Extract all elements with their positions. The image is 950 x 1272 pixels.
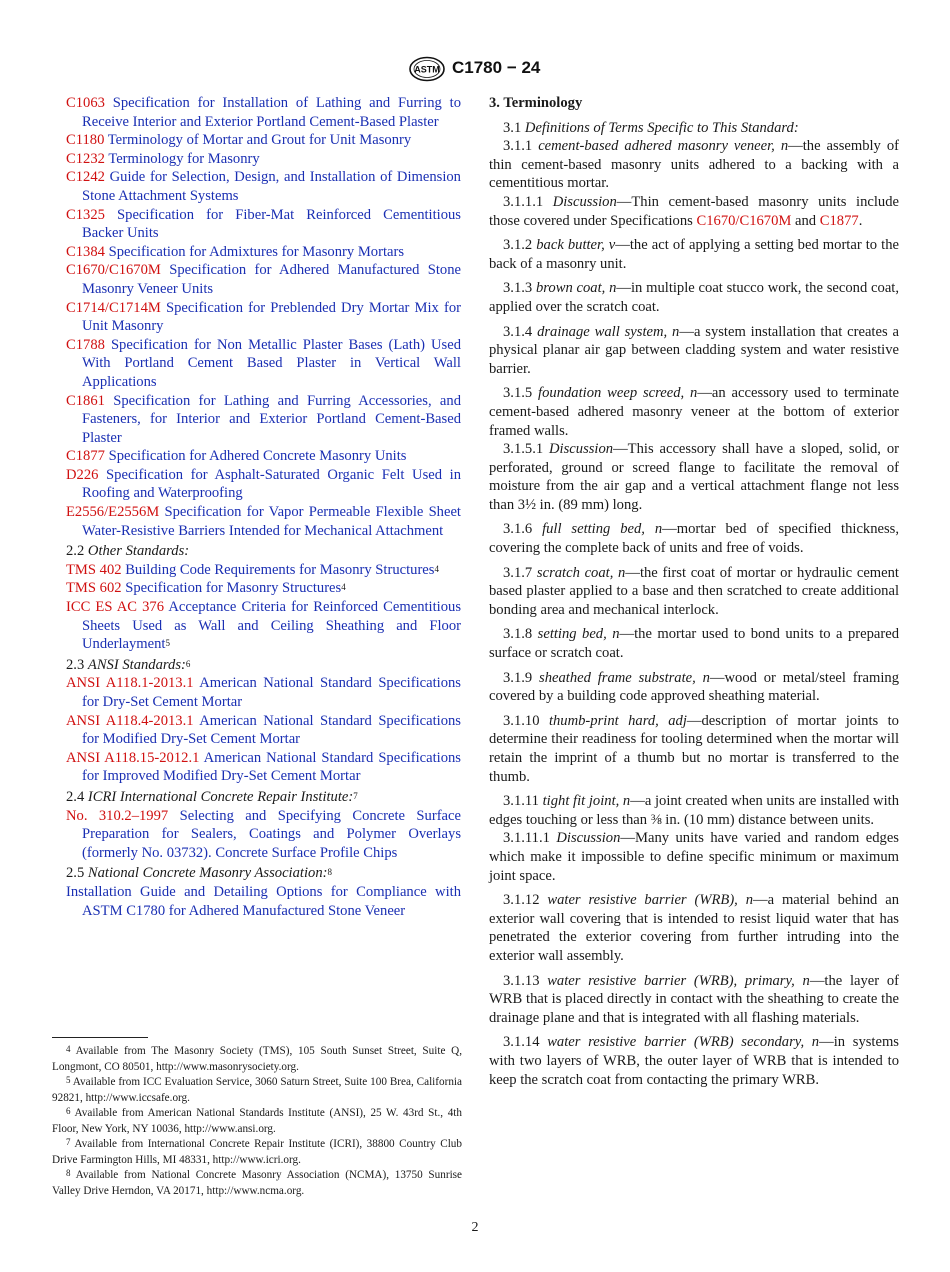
definition-text: —in systems with two layers of WRB, the outer layer of WRB that is intended to keep the scratch coat from contacting the primary WRB. — [489, 1034, 899, 1088]
definitions-intro — [489, 119, 899, 138]
footnote-ref: 5 — [165, 638, 170, 649]
footnote-text: Available from International Concrete Repair Institute (ICRI), 38800 Country Club Drive Farmington Hills, MI 48331, http://www.icri.org. — [52, 1138, 462, 1166]
reference-item — [66, 674, 461, 711]
reference-item — [66, 261, 461, 298]
ncma-heading — [66, 864, 461, 883]
footnote-ref: 7 — [353, 790, 358, 801]
clause-number: 3.1.5 — [503, 385, 533, 402]
term: setting bed, n — [537, 626, 620, 643]
term: brown coat, n — [535, 280, 617, 297]
reference-code[interactable]: C1180 — [66, 132, 105, 149]
definition — [489, 829, 899, 885]
reference-code[interactable]: C1384 — [66, 243, 105, 260]
footnote — [52, 1075, 462, 1106]
reference-item — [66, 168, 461, 205]
footnote — [52, 1044, 462, 1075]
document-id: C1780 − 24 — [452, 58, 541, 77]
reference-code[interactable]: C1325 — [66, 206, 105, 223]
reference-code[interactable]: C1788 — [66, 336, 105, 353]
definition-text: —Thin cement-based masonry units include those covered under Specifications — [489, 193, 899, 229]
definition-text: —the assembly of thin cement-based masonry units adhered to a backing with a cementitious mortar. — [489, 138, 899, 192]
reference-title[interactable]: Guide for Selection, Design, and Installation of Dimension Stone Attachment Systems — [82, 169, 461, 204]
footnote-ref: 4 — [434, 563, 439, 574]
footnote-ref: 8 — [327, 867, 332, 878]
term: tight fit joint, n — [542, 793, 631, 810]
reference-title[interactable]: Installation Guide and Detailing Options for Compliance with ASTM C1780 for Adhered Manufactured Stone Veneer — [66, 883, 461, 919]
clause-number: 3.1.9 — [503, 669, 533, 686]
reference-code[interactable]: D226 — [66, 466, 99, 483]
definition-text: —the layer of WRB that is placed directly in contact with the sheathing to create the drainage plane and that is integrated with all flashing materials. — [489, 972, 899, 1026]
reference-title[interactable]: Selecting and Specifying Concrete Surface Preparation for Sealers, Coatings and Polymer Overlays (formerly No. 03732). Concrete Surface Profile Chips — [82, 807, 461, 861]
reference-code[interactable]: C1063 — [66, 95, 105, 111]
footnote-text: Available from American National Standards Institute (ANSI), 25 W. 43rd St., 4th Floor, New York, NY 10036, http://www.ansi.org. — [52, 1107, 462, 1135]
svg-text:ASTM: ASTM — [414, 64, 440, 75]
reference-title[interactable]: Terminology for Masonry — [108, 150, 260, 167]
reference-code[interactable]: TMS 602 — [66, 580, 122, 597]
reference-item — [66, 150, 461, 169]
reference-title[interactable]: Specification for Vapor Permeable Flexible Sheet Water-Resistive Barriers Intended for Mechanical Attachment — [82, 504, 461, 539]
clause-number: 3.1.12 — [503, 892, 540, 909]
definition-text: —the mortar used to bond units to a prepared surface or scratch coat. — [489, 626, 899, 662]
clause-number: 3.1.13 — [503, 972, 540, 989]
reference-item — [66, 503, 461, 540]
definition-text: —description of mortar joints to determine their readiness for tooling determined when the mortar will retain the imprint of a thumb but no mortar is transferred to the thumb. — [489, 712, 899, 785]
term: Discussion — [549, 441, 614, 458]
reference-title[interactable]: Specification for Non Metallic Plaster Bases (Lath) Used With Portland Cement Based Plaster in Vertical Wall Applications — [82, 336, 461, 390]
footnote-number: 5 — [66, 1075, 71, 1085]
definition-text: —an accessory used to terminate cement-based adhered masonry veneer at the bottom of exterior framed walls. — [489, 385, 899, 439]
astm-logo-icon — [408, 56, 446, 82]
definition — [489, 564, 899, 620]
section-heading: Other Standards: — [87, 543, 190, 560]
clause-number: 3.1.5.1 — [503, 441, 544, 458]
reference-title[interactable]: American National Standard Specifications for Dry-Set Cement Mortar — [82, 675, 461, 710]
reference-title[interactable]: Specification for Masonry Structures — [125, 580, 342, 597]
reference-code[interactable]: E2556/E2556M — [66, 504, 160, 521]
definition-text: and — [795, 212, 817, 229]
reference-item — [66, 206, 461, 243]
definition — [489, 891, 899, 965]
footnote-number: 8 — [66, 1168, 71, 1178]
icri-heading — [66, 788, 461, 807]
section-heading: National Concrete Masonry Association: — [87, 865, 328, 882]
reference-item — [66, 712, 461, 749]
definition — [489, 520, 899, 557]
reference-item — [66, 807, 461, 863]
definition — [489, 972, 899, 1028]
reference-title[interactable]: Specification for Installation of Lathing and Furring to Receive Interior and Exterior Portland Cement-Based Plaster — [82, 95, 461, 130]
term: foundation weep screed, n — [538, 385, 698, 402]
reference-item — [66, 131, 461, 150]
term: scratch coat, n — [536, 564, 626, 581]
definition — [489, 792, 899, 829]
right-column — [489, 94, 899, 1095]
footnote-number: 6 — [66, 1106, 71, 1116]
reference-item — [66, 749, 461, 786]
reference-item — [66, 94, 461, 131]
term: Discussion — [556, 830, 621, 847]
definition — [489, 137, 899, 193]
reference-item — [66, 561, 461, 580]
definition-text: —wood or metal/steel framing covered by a building code approved sheathing material. — [489, 669, 899, 705]
footnote — [52, 1106, 462, 1137]
definition — [489, 384, 899, 440]
clause-number: 3.1.10 — [503, 712, 540, 729]
reference-code[interactable]: ANSI A118.4-2013.1 — [66, 712, 194, 729]
section-number: 2.3 — [66, 656, 85, 673]
footnote — [52, 1137, 462, 1168]
reference-item — [66, 447, 461, 466]
clause-number: 3.1 — [503, 119, 522, 136]
reference-code[interactable]: ANSI A118.1-2013.1 — [66, 675, 194, 692]
definition — [489, 279, 899, 316]
clause-number: 3.1.2 — [503, 237, 533, 254]
definition-text: —a system installation that creates a physical planar air gap between cladding system and water resistive barrier. — [489, 323, 899, 377]
definition-text: —in multiple coat stucco work, the second coat, applied over the scratch coat. — [489, 280, 899, 315]
reference-title[interactable]: American National Standard Specifications for Improved Modified Dry-Set Cement Mortar — [82, 749, 461, 785]
reference-code[interactable]: C1861 — [66, 392, 105, 409]
term: sheathed frame substrate, n — [539, 669, 710, 686]
definition-text: —This accessory shall have a sloped, solid, or perforated, ground or screed flange to facilitate the removal of moisture from the air gap and a vertical attachment flange not less than 3½ in. (89 mm) long. — [489, 441, 899, 513]
definition-text: . — [858, 212, 863, 229]
section-number: 2.2 — [66, 543, 85, 560]
reference-item — [66, 299, 461, 336]
footnote-text: Available from ICC Evaluation Service, 3060 Saturn Street, Suite 100 Brea, California 92821, http://www.iccsafe.org. — [52, 1076, 462, 1104]
clause-number: 3.1.1 — [503, 138, 533, 155]
reference-code[interactable]: C1877 — [66, 448, 105, 465]
section-heading: ICRI International Concrete Repair Institute: — [87, 788, 354, 805]
term: back butter, v — [536, 237, 616, 254]
definition-text: —a joint created when units are installed with edges touching or less than ⅜ in. (10 mm) distance between units. — [489, 793, 900, 828]
clause-heading: Definitions of Terms Specific to This Standard: — [524, 119, 799, 136]
ansi-standards-heading — [66, 656, 461, 675]
section-number: 2.4 — [66, 788, 85, 805]
definition — [489, 440, 899, 514]
footnote-ref: 4 — [341, 582, 346, 593]
reference-code[interactable]: C1877 — [819, 212, 859, 229]
reference-title[interactable]: Specification for Preblended Dry Mortar Mix for Unit Masonry — [82, 299, 461, 335]
definition-text: —the first coat of mortar or hydraulic cement based plaster applied to a base and then scratched to create additional bonding area and mechanical interlock. — [489, 564, 899, 618]
other-standards-heading — [66, 542, 461, 561]
reference-item — [66, 466, 461, 503]
reference-title[interactable]: Specification for Lathing and Furring Accessories, and Fasteners, for Interior and Exterior Portland Cement-Based Plaster — [82, 392, 461, 446]
footnote — [52, 1168, 462, 1199]
definition — [489, 669, 899, 706]
reference-item — [66, 243, 461, 262]
reference-code[interactable]: ANSI A118.15-2012.1 — [66, 749, 200, 766]
clause-number: 3.1.3 — [503, 280, 533, 297]
footnote-number: 4 — [66, 1044, 71, 1054]
reference-code[interactable]: C1232 — [66, 150, 105, 167]
footnote-text: Available from National Concrete Masonry Association (NCMA), 13750 Sunrise Valley Drive Herndon, VA 20171, http://www.ncma.org. — [52, 1169, 462, 1197]
section-number: 2.5 — [66, 865, 85, 882]
reference-title[interactable]: Specification for Adhered Manufactured Stone Masonry Veneer Units — [82, 262, 461, 297]
term: water resistive barrier (WRB), n — [547, 892, 753, 909]
definition-text: —the act of applying a setting bed mortar to the back of a masonry unit. — [489, 237, 899, 272]
definition — [489, 712, 899, 786]
reference-title[interactable]: Specification for Fiber-Mat Reinforced Cementitious Backer Units — [82, 206, 461, 242]
definition — [489, 323, 899, 379]
reference-item — [66, 336, 461, 392]
reference-item — [66, 598, 461, 654]
reference-code[interactable]: No. 310.2–1997 — [66, 807, 169, 824]
reference-code[interactable]: C1670/C1670M — [66, 262, 161, 279]
term: water resistive barrier (WRB), primary, n — [547, 972, 810, 989]
left-column — [66, 94, 461, 920]
reference-title[interactable]: Specification for Admixtures for Masonry Mortars — [108, 243, 405, 260]
term: drainage wall system, n — [537, 323, 680, 340]
reference-list — [66, 94, 461, 540]
reference-item — [66, 392, 461, 448]
reference-title[interactable]: Building Code Requirements for Masonry Structures — [125, 561, 435, 578]
section-heading: ANSI Standards: — [87, 656, 186, 673]
clause-number: 3.1.11 — [503, 793, 539, 810]
reference-code[interactable]: C1670/C1670M — [696, 212, 792, 229]
page-number: 2 — [471, 1220, 479, 1235]
reference-title[interactable]: Specification for Asphalt-Saturated Organic Felt Used in Roofing and Waterproofing — [82, 466, 461, 502]
page-header — [0, 56, 950, 86]
definition-text: —mortar bed of specified thickness, covering the complete back of units and free of voids. — [489, 521, 900, 557]
definition-text: —Many units have varied and random edges which make it impossible to define specific minimum or maximum joint space. — [489, 830, 899, 884]
reference-title[interactable]: Acceptance Criteria for Reinforced Cementitious Sheets Used as Wall and Ceiling Sheathing and Floor Underlayment — [82, 599, 461, 653]
clause-number: 3.1.11.1 — [503, 830, 550, 847]
footnotes — [52, 1044, 462, 1199]
clause-number: 3.1.6 — [503, 521, 533, 538]
clause-number: 3.1.4 — [503, 323, 533, 340]
clause-number: 3.1.8 — [503, 626, 533, 643]
term: water resistive barrier (WRB) secondary, n — [547, 1034, 820, 1051]
clause-number: 3.1.1.1 — [503, 193, 544, 210]
reference-code[interactable]: C1242 — [66, 169, 105, 186]
reference-title[interactable]: American National Standard Specifications for Modified Dry-Set Cement Mortar — [82, 712, 461, 748]
term: thumb-print hard, adj — [548, 712, 687, 729]
reference-item — [66, 579, 461, 598]
footnote-text: Available from The Masonry Society (TMS), 105 South Sunset Street, Suite Q, Longmont, CO 80501, http://www.masonrysociety.org. — [52, 1045, 462, 1073]
footnote-ref: 6 — [185, 658, 191, 669]
footnote-number: 7 — [66, 1137, 71, 1147]
footnote-divider — [52, 1037, 148, 1038]
definition-text: —a material behind an exterior wall covering that is intended to resist liquid water that has penetrated the exterior covering from further intruding into the exterior wall assembly. — [489, 892, 899, 964]
definition — [489, 1033, 899, 1089]
reference-code[interactable]: ICC ES AC 376 — [66, 599, 165, 616]
clause-number: 3.1.14 — [503, 1034, 540, 1051]
term: full setting bed, n — [542, 521, 663, 538]
term: cement-based adhered masonry veneer, n — [538, 138, 789, 155]
section-title: 3. Terminology — [489, 95, 583, 111]
term: Discussion — [552, 193, 617, 210]
reference-code[interactable]: C1714/C1714M — [66, 299, 161, 316]
definition — [489, 193, 899, 230]
clause-number: 3.1.7 — [503, 564, 533, 581]
reference-title[interactable]: Terminology of Mortar and Grout for Unit Masonry — [107, 132, 412, 149]
definition — [489, 236, 899, 273]
reference-item — [66, 883, 461, 920]
definition — [489, 625, 899, 662]
reference-title[interactable]: Specification for Adhered Concrete Masonry Units — [108, 448, 407, 465]
reference-code[interactable]: TMS 402 — [66, 561, 122, 578]
